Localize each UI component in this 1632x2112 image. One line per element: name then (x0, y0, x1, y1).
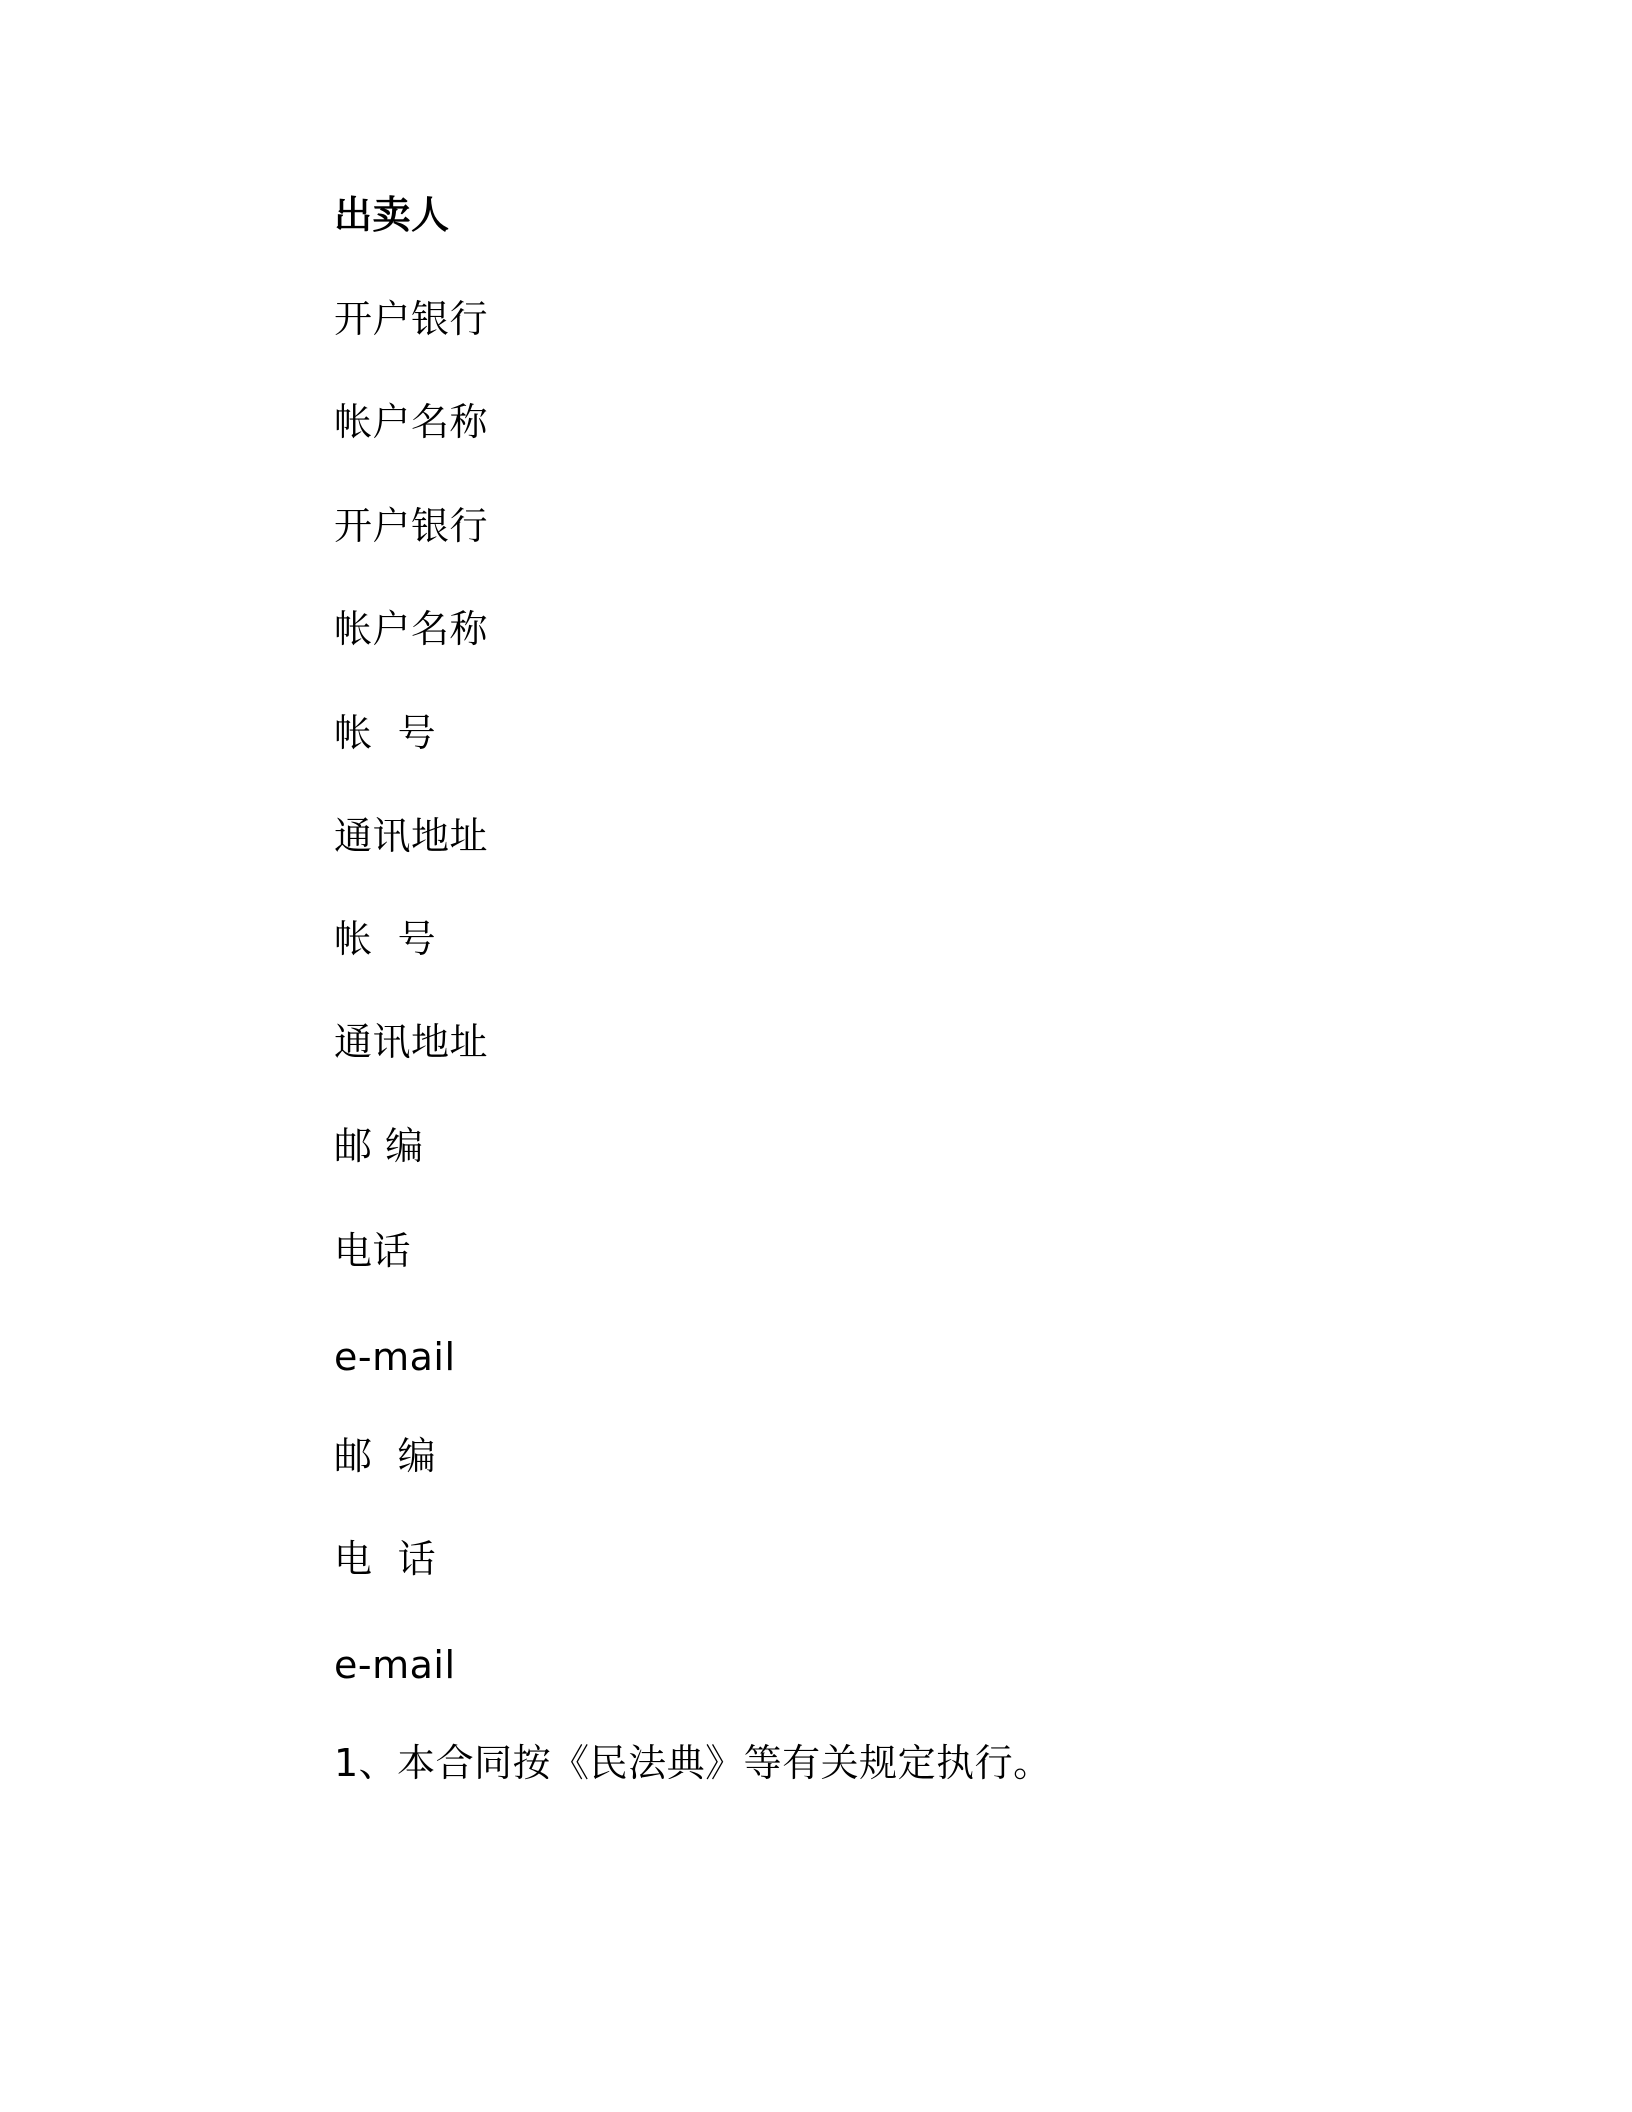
email-label: e-mail (334, 1643, 456, 1687)
postcode-label: 邮 编 (334, 1434, 437, 1478)
bank-label: 开户银行 (334, 504, 489, 548)
seller-label: 出卖人 (334, 193, 450, 237)
email-label: e-mail (334, 1335, 456, 1379)
address-label: 通讯地址 (334, 1020, 489, 1064)
contract-clause: 1、本合同按《民法典》等有关规定执行。 (334, 1741, 1052, 1785)
phone-label: 电话 (334, 1229, 412, 1273)
bank-label: 开户银行 (334, 297, 489, 341)
phone-label: 电 话 (334, 1537, 437, 1581)
account-name-label: 帐户名称 (334, 607, 489, 651)
account-number-label: 帐 号 (334, 917, 437, 961)
postcode-label: 邮 编 (334, 1124, 424, 1168)
address-label: 通讯地址 (334, 814, 489, 858)
account-name-label: 帐户名称 (334, 400, 489, 444)
account-number-label: 帐 号 (334, 711, 437, 755)
